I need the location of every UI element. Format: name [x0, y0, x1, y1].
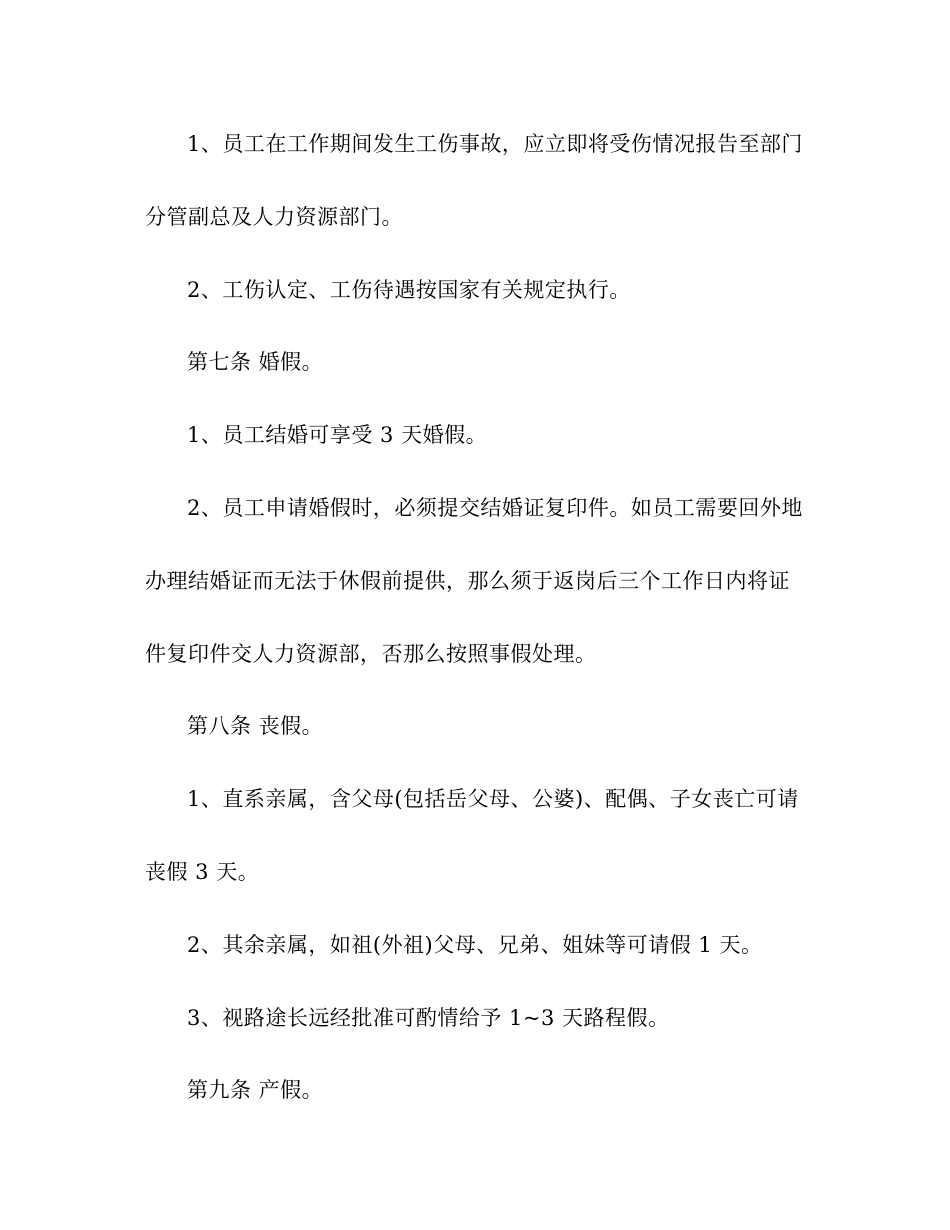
paragraph-line: 件复印件交人力资源部，否那么按照事假处理。	[145, 642, 597, 666]
section-heading: 第八条 丧假。	[187, 714, 324, 738]
paragraph-line: 丧假 3 天。	[145, 860, 260, 884]
paragraph-line: 1、员工结婚可享受 3 天婚假。	[187, 423, 488, 447]
paragraph-line: 2、员工申请婚假时，必须提交结婚证复印件。如员工需要回外地	[187, 496, 803, 520]
paragraph-line: 1、员工在工作期间发生工伤事故，应立即将受伤情况报告至部门	[187, 132, 803, 156]
section-heading: 第七条 婚假。	[187, 350, 324, 374]
paragraph-line: 2、其余亲属，如祖(外祖)父母、兄弟、姐妹等可请假 1 天。	[187, 933, 763, 957]
paragraph-line: 3、视路途长远经批准可酌情给予 1~3 天路程假。	[187, 1006, 670, 1030]
paragraph-line: 办理结婚证而无法于休假前提供，那么须于返岗后三个工作日内将证	[145, 569, 790, 593]
paragraph-line: 2、工伤认定、工伤待遇按国家有关规定执行。	[187, 278, 631, 302]
paragraph-line: 分管副总及人力资源部门。	[145, 205, 403, 229]
paragraph-line: 1、直系亲属，含父母(包括岳父母、公婆)、配偶、子女丧亡可请	[187, 787, 799, 811]
section-heading: 第九条 产假。	[187, 1078, 324, 1102]
